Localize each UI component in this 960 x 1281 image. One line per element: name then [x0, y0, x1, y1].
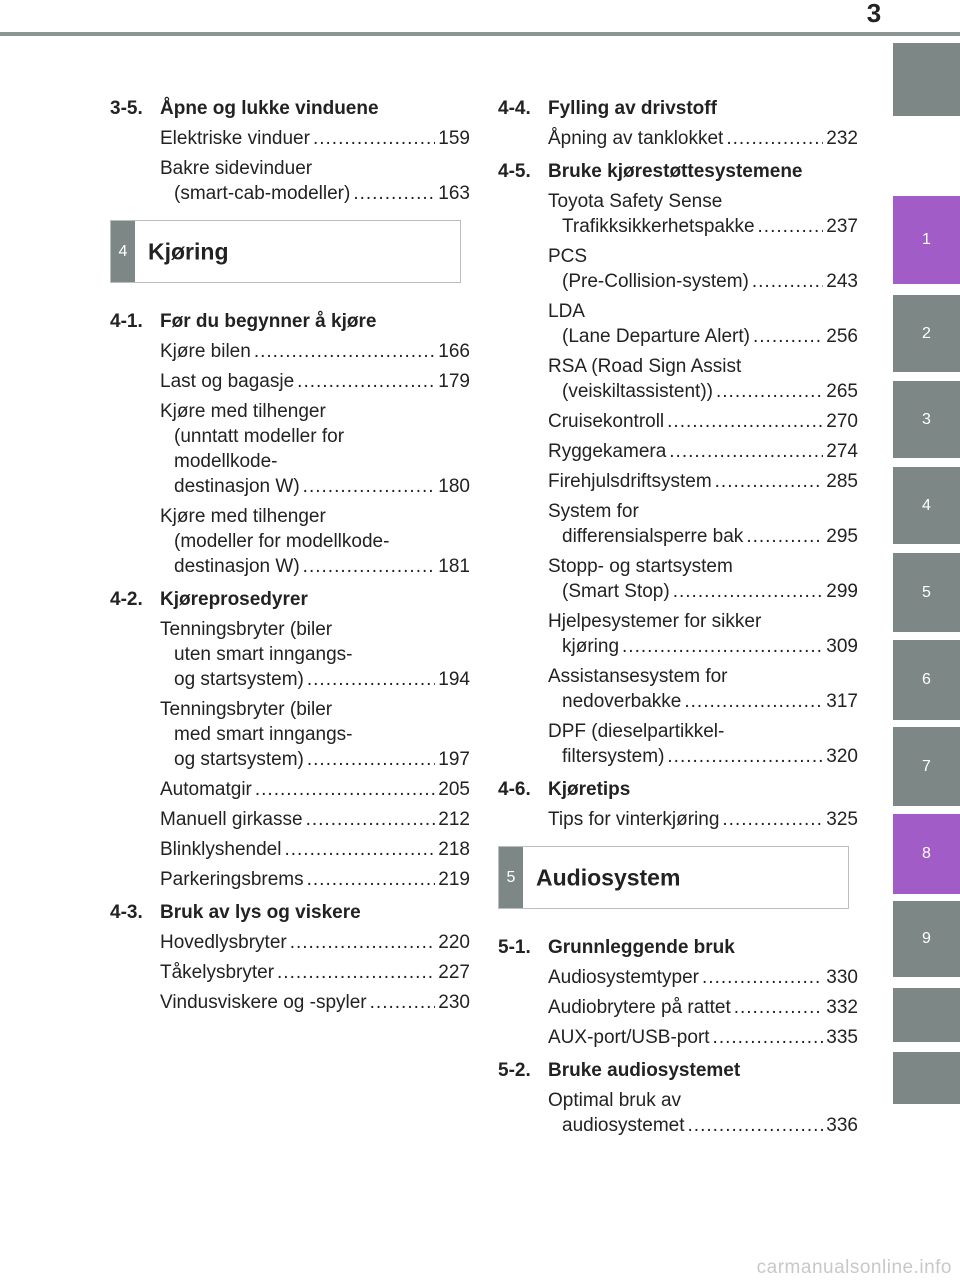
section-number: 4-5. — [498, 161, 531, 182]
chapter-tab-8[interactable] — [893, 814, 960, 894]
leader-dots — [669, 439, 823, 464]
toc-entry[interactable] — [498, 189, 858, 239]
leader-dots — [277, 960, 435, 985]
toc-entry[interactable] — [498, 499, 858, 549]
entry-page: 274 — [826, 441, 858, 462]
section-title: Kjøretips — [548, 779, 631, 800]
leader-dots — [313, 126, 435, 151]
section-heading[interactable] — [498, 779, 858, 801]
toc-entry[interactable] — [498, 1088, 858, 1138]
entry-title: Blinklyshendel — [160, 839, 282, 860]
entry-title: Automatgir — [160, 779, 252, 800]
toc-entry[interactable] — [110, 930, 470, 955]
entry-title: differensialsperre bak — [562, 526, 744, 547]
entry-title: Kjøre bilen — [160, 341, 251, 362]
entry-title: Parkeringsbrems — [160, 869, 304, 890]
entry-page: 243 — [826, 271, 858, 292]
entry-page: 181 — [438, 556, 470, 577]
chapter-tab-bottom[interactable] — [893, 1052, 960, 1104]
toc-entry[interactable] — [110, 339, 470, 364]
entry-title-line: Kjøre med tilhenger — [160, 506, 326, 527]
entry-page: 218 — [438, 839, 470, 860]
entry-page: 332 — [826, 997, 858, 1018]
section-heading[interactable] — [110, 311, 470, 333]
entry-title: (veiskiltassistent)) — [562, 381, 713, 402]
section-heading[interactable] — [498, 937, 858, 959]
entry-title-line: Toyota Safety Sense — [548, 191, 723, 212]
chapter-title: Kjøring — [148, 238, 229, 264]
entry-title: nedoverbakke — [562, 691, 682, 712]
leader-dots — [622, 634, 823, 659]
section-title: Fylling av drivstoff — [548, 98, 717, 119]
leader-dots — [303, 474, 436, 499]
entry-title: Tåkelysbryter — [160, 962, 275, 983]
entry-page: 299 — [826, 581, 858, 602]
section-number: 3-5. — [110, 98, 143, 119]
chapter-tab-1[interactable] — [893, 196, 960, 284]
leader-dots — [297, 369, 435, 394]
entry-page: 232 — [826, 128, 858, 149]
entry-title-line: PCS — [548, 246, 588, 267]
section-heading[interactable] — [498, 161, 858, 183]
chapter-heading-box[interactable] — [110, 220, 461, 283]
entry-title: Vindusviskere og -spyler — [160, 992, 367, 1013]
toc-left-column — [110, 88, 470, 1020]
entry-title-line: Tenningsbryter (biler — [160, 699, 333, 720]
chapter-title: Audiosystem — [536, 864, 681, 890]
leader-dots — [715, 469, 824, 494]
section-title: Kjøreprosedyrer — [160, 589, 308, 610]
entry-title: Trafikksikkerhetspakke — [562, 216, 755, 237]
entry-title: destinasjon W) — [174, 476, 300, 497]
toc-entry[interactable] — [110, 697, 470, 772]
leader-dots — [713, 1025, 824, 1050]
leader-dots — [353, 181, 435, 206]
chapter-tab-5[interactable] — [893, 553, 960, 632]
entry-page: 180 — [438, 476, 470, 497]
toc-right-column — [498, 88, 858, 1143]
entry-title: Åpning av tanklokket — [548, 128, 724, 149]
tab-label: 7 — [922, 757, 931, 775]
tab-label: 8 — [922, 845, 931, 862]
entry-page: 270 — [826, 411, 858, 432]
entry-title-line: DPF (dieselpartikkel- — [548, 721, 725, 742]
toc-entry[interactable] — [498, 439, 858, 464]
tab-label: 3 — [922, 410, 931, 428]
leader-dots — [702, 965, 823, 990]
section-heading[interactable] — [110, 98, 470, 120]
chapter-tab-6[interactable] — [893, 640, 960, 720]
toc-entry[interactable] — [110, 960, 470, 985]
entry-title: Manuell girkasse — [160, 809, 303, 830]
entry-page: 205 — [438, 779, 470, 800]
section-heading[interactable] — [498, 98, 858, 120]
section-number: 5-1. — [498, 937, 531, 958]
toc-entry[interactable] — [498, 409, 858, 434]
entry-page: 320 — [826, 746, 858, 767]
chapter-number-badge: 4 — [111, 221, 135, 282]
chapter-tab-4[interactable] — [893, 467, 960, 544]
toc-entry[interactable] — [110, 617, 470, 692]
toc-entry[interactable] — [498, 609, 858, 659]
entry-title: (smart-cab-modeller) — [174, 183, 351, 204]
tab-label: 1 — [922, 231, 931, 248]
toc-entry[interactable] — [498, 719, 858, 769]
entry-title-line: Assistansesystem for — [548, 666, 728, 687]
chapter-tab-index[interactable] — [893, 988, 960, 1042]
entry-title-line: Optimal bruk av — [548, 1090, 682, 1111]
toc-entry[interactable] — [110, 990, 470, 1015]
leader-dots — [284, 837, 435, 862]
chapter-tab-top[interactable] — [893, 43, 960, 116]
entry-page: 336 — [826, 1115, 858, 1136]
entry-page: 285 — [826, 471, 858, 492]
entry-page: 335 — [826, 1027, 858, 1048]
leader-dots — [667, 744, 823, 769]
entry-title: destinasjon W) — [174, 556, 300, 577]
entry-page: 309 — [826, 636, 858, 657]
entry-page: 295 — [826, 526, 858, 547]
entry-page: 159 — [438, 128, 470, 149]
entry-page: 230 — [438, 992, 470, 1013]
toc-entry[interactable] — [498, 126, 858, 151]
section-number: 5-2. — [498, 1060, 531, 1081]
entry-title-line: LDA — [548, 301, 585, 322]
chapter-number-badge: 5 — [499, 847, 523, 908]
entry-title-line: uten smart inngangs- — [174, 644, 353, 665]
entry-title-line: (modeller for modellkode- — [174, 531, 390, 552]
entry-title: Audiosystemtyper — [548, 967, 700, 988]
toc-entry[interactable] — [498, 965, 858, 990]
leader-dots — [254, 339, 435, 364]
tab-label: 5 — [922, 583, 931, 601]
leader-dots — [722, 807, 823, 832]
tab-label: 4 — [922, 496, 931, 514]
entry-title: (Smart Stop) — [562, 581, 670, 602]
toc-entry[interactable] — [110, 807, 470, 832]
section-number: 4-6. — [498, 779, 531, 800]
leader-dots — [307, 747, 435, 772]
entry-page: 227 — [438, 962, 470, 983]
toc-entry[interactable] — [110, 504, 470, 579]
entry-page: 265 — [826, 381, 858, 402]
entry-page: 163 — [438, 183, 470, 204]
toc-entry[interactable] — [498, 299, 858, 349]
leader-dots — [734, 995, 824, 1020]
entry-title-line: Stopp- og startsystem — [548, 556, 733, 577]
entry-title: (Pre-Collision-system) — [562, 271, 749, 292]
chapter-heading-box[interactable] — [498, 846, 849, 909]
entry-title: (Lane Departure Alert) — [562, 326, 750, 347]
leader-dots — [667, 409, 823, 434]
section-title: Bruke kjørestøttesystemene — [548, 161, 803, 182]
leader-dots — [746, 524, 823, 549]
entry-page: 219 — [438, 869, 470, 890]
leader-dots — [255, 777, 435, 802]
entry-page: 237 — [826, 216, 858, 237]
entry-title-line: System for — [548, 501, 639, 522]
section-number: 4-3. — [110, 902, 143, 923]
toc-entry[interactable] — [110, 126, 470, 151]
entry-title-line: Bakre sidevinduer — [160, 158, 313, 179]
toc-entry[interactable] — [110, 399, 470, 499]
section-number: 4-2. — [110, 589, 143, 610]
entry-title-line: Tenningsbryter (biler — [160, 619, 333, 640]
section-title: Bruke audiosystemet — [548, 1060, 741, 1081]
entry-title: Cruisekontroll — [548, 411, 665, 432]
section-title: Åpne og lukke vinduene — [160, 98, 379, 119]
leader-dots — [688, 1113, 824, 1138]
toc-entry[interactable] — [110, 837, 470, 862]
leader-dots — [753, 324, 823, 349]
chapter-tab-7[interactable] — [893, 727, 960, 806]
leader-dots — [370, 990, 436, 1015]
leader-dots — [684, 689, 823, 714]
toc-entry[interactable] — [498, 1025, 858, 1050]
leader-dots — [726, 126, 823, 151]
entry-title: Hovedlysbryter — [160, 932, 287, 953]
section-heading[interactable] — [110, 589, 470, 611]
entry-title-line: modellkode- — [174, 451, 278, 472]
leader-dots — [758, 214, 824, 239]
entry-title: og startsystem) — [174, 669, 304, 690]
page-number: 3 — [866, 0, 882, 28]
toc-entry[interactable] — [498, 469, 858, 494]
toc-entry[interactable] — [498, 995, 858, 1020]
chapter-tab-3[interactable] — [893, 381, 960, 458]
toc-entry[interactable] — [110, 156, 470, 206]
section-number: 4-1. — [110, 311, 143, 332]
entry-page: 166 — [438, 341, 470, 362]
toc-entry[interactable] — [498, 354, 858, 404]
entry-title: Ryggekamera — [548, 441, 667, 462]
entry-title-line: (unntatt modeller for — [174, 426, 345, 447]
entry-page: 212 — [438, 809, 470, 830]
tab-label: 9 — [922, 930, 931, 947]
entry-title: Tips for vinterkjøring — [548, 809, 720, 830]
entry-page: 325 — [826, 809, 858, 830]
section-title: Grunnleggende bruk — [548, 937, 735, 958]
entry-title-line: Kjøre med tilhenger — [160, 401, 326, 422]
entry-title: filtersystem) — [562, 746, 665, 767]
entry-title: Last og bagasje — [160, 371, 295, 392]
leader-dots — [303, 554, 436, 579]
entry-title: Firehjulsdriftsystem — [548, 471, 712, 492]
tab-label: 6 — [922, 671, 931, 688]
entry-title: audiosystemet — [562, 1115, 685, 1136]
toc-entry[interactable] — [498, 664, 858, 714]
toc-entry[interactable] — [498, 554, 858, 604]
entry-title: Audiobrytere på rattet — [548, 997, 731, 1018]
section-title: Før du begynner å kjøre — [160, 311, 377, 332]
entry-title-line: med smart inngangs- — [174, 724, 353, 745]
tab-label: 2 — [922, 324, 931, 342]
section-number: 4-4. — [498, 98, 531, 119]
leader-dots — [673, 579, 824, 604]
leader-dots — [716, 379, 823, 404]
entry-page: 179 — [438, 371, 470, 392]
toc-entry[interactable] — [498, 807, 858, 832]
toc-entry[interactable] — [110, 867, 470, 892]
chapter-tab-2[interactable] — [893, 295, 960, 372]
header-rule — [0, 32, 960, 36]
leader-dots — [752, 269, 823, 294]
entry-title: Elektriske vinduer — [160, 128, 310, 149]
entry-title-line: RSA (Road Sign Assist — [548, 356, 742, 377]
entry-page: 330 — [826, 967, 858, 988]
entry-title: kjøring — [562, 636, 620, 657]
leader-dots — [306, 807, 436, 832]
toc-entry[interactable] — [110, 369, 470, 394]
entry-page: 197 — [438, 749, 470, 770]
leader-dots — [307, 667, 435, 692]
section-title: Bruk av lys og viskere — [160, 902, 361, 923]
entry-title-line: Hjelpesystemer for sikker — [548, 611, 762, 632]
chapter-tab-9[interactable] — [893, 901, 960, 977]
toc-entry[interactable] — [110, 777, 470, 802]
watermark: carmanualsonline.info — [756, 1257, 952, 1278]
section-heading[interactable] — [498, 1060, 858, 1082]
entry-page: 317 — [826, 691, 858, 712]
entry-title: og startsystem) — [174, 749, 304, 770]
leader-dots — [290, 930, 436, 955]
entry-page: 194 — [438, 669, 470, 690]
section-heading[interactable] — [110, 902, 470, 924]
entry-title: AUX-port/USB-port — [548, 1027, 710, 1048]
entry-page: 256 — [826, 326, 858, 347]
toc-entry[interactable] — [498, 244, 858, 294]
leader-dots — [307, 867, 436, 892]
entry-page: 220 — [438, 932, 470, 953]
